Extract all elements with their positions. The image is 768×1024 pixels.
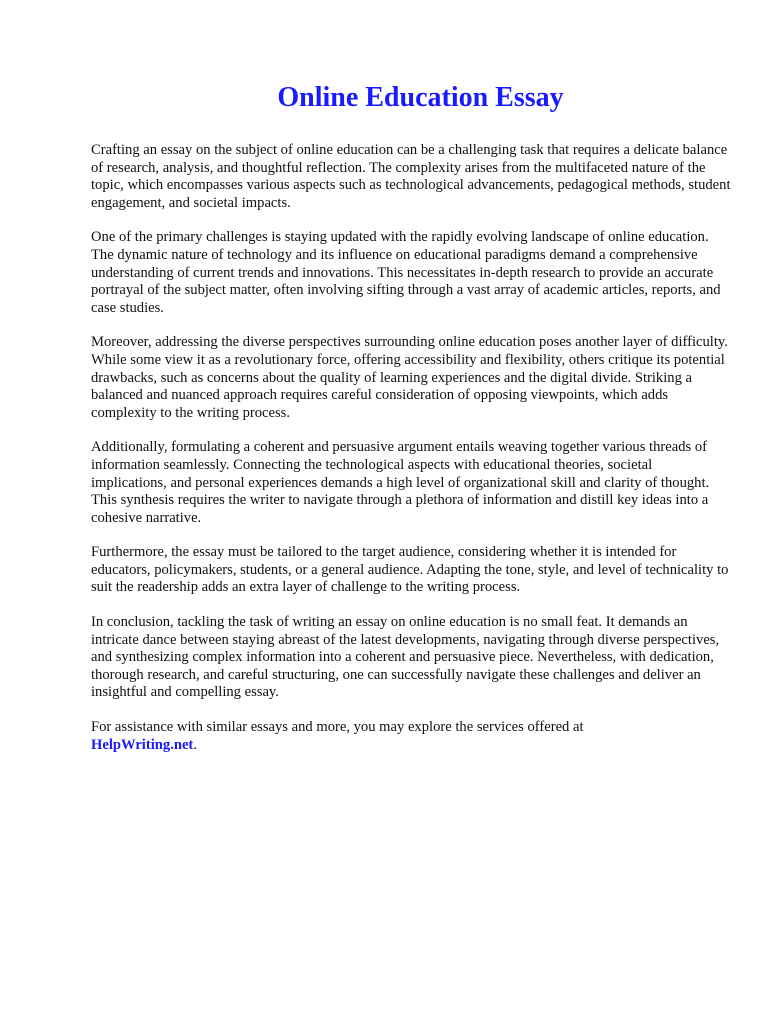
paragraph-closing	[91, 719, 731, 754]
helpwriting-link[interactable]: HelpWriting.net	[91, 736, 194, 753]
paragraph-intro: Crafting an essay on the subject of online education can be a challenging task that requires a delicate balance of research, analysis, and thoughtful reflection. The complexity arises from the multifaceted nature of the topic, which encompasses various aspects such as technological advancements, pedagogical methods, student engagement, and societal impacts.	[91, 142, 731, 211]
paragraph-argument: Additionally, formulating a coherent and persuasive argument entails weaving together various threads of information seamlessly. Connecting the technological aspects with educational theories, societal implications, and personal experiences demands a high level of organizational skill and clarity of thought. This synthesis requires the writer to navigate through a plethora of information and distill key ideas into a cohesive narrative.	[91, 439, 710, 526]
page-title: Online Education Essay	[277, 82, 564, 113]
paragraph-audience: Furthermore, the essay must be tailored to the target audience, considering whether it is intended for educators, policymakers, students, or a general audience. Adapting the tone, style, and level of technicality to suit the readership adds an extra layer of challenge to the writing process.	[91, 544, 729, 596]
closing-period: .	[193, 736, 197, 753]
paragraph-perspectives: Moreover, addressing the diverse perspectives surrounding online education poses another layer of difficulty. While some view it as a revolutionary force, offering accessibility and flexibility, others critique its potential drawbacks, such as concerns about the quality of learning experiences and the digital divide. Striking a balanced and nuanced approach requires careful consideration of opposing viewpoints, which adds complexity to the writing process.	[91, 334, 728, 421]
paragraph-conclusion: In conclusion, tackling the task of writing an essay on online education is no small feat. It demands an intricate dance between staying abreast of the latest developments, navigating through diverse perspectives, and synthesizing complex information into a coherent and persuasive piece. Nevertheless, with dedication, thorough research, and careful structuring, one can successfully navigate these challenges and deliver an insightful and compelling essay.	[91, 614, 720, 701]
closing-text: For assistance with similar essays and more, you may explore the services offered at	[91, 719, 584, 736]
paragraph-challenges: One of the primary challenges is staying updated with the rapidly evolving landscape of online education. The dynamic nature of technology and its influence on educational paradigms demand a comprehensive understanding of current trends and innovations. This necessitates in-depth research to provide an accurate portrayal of the subject matter, often involving sifting through a vast array of academic articles, reports, and case studies.	[91, 229, 721, 316]
